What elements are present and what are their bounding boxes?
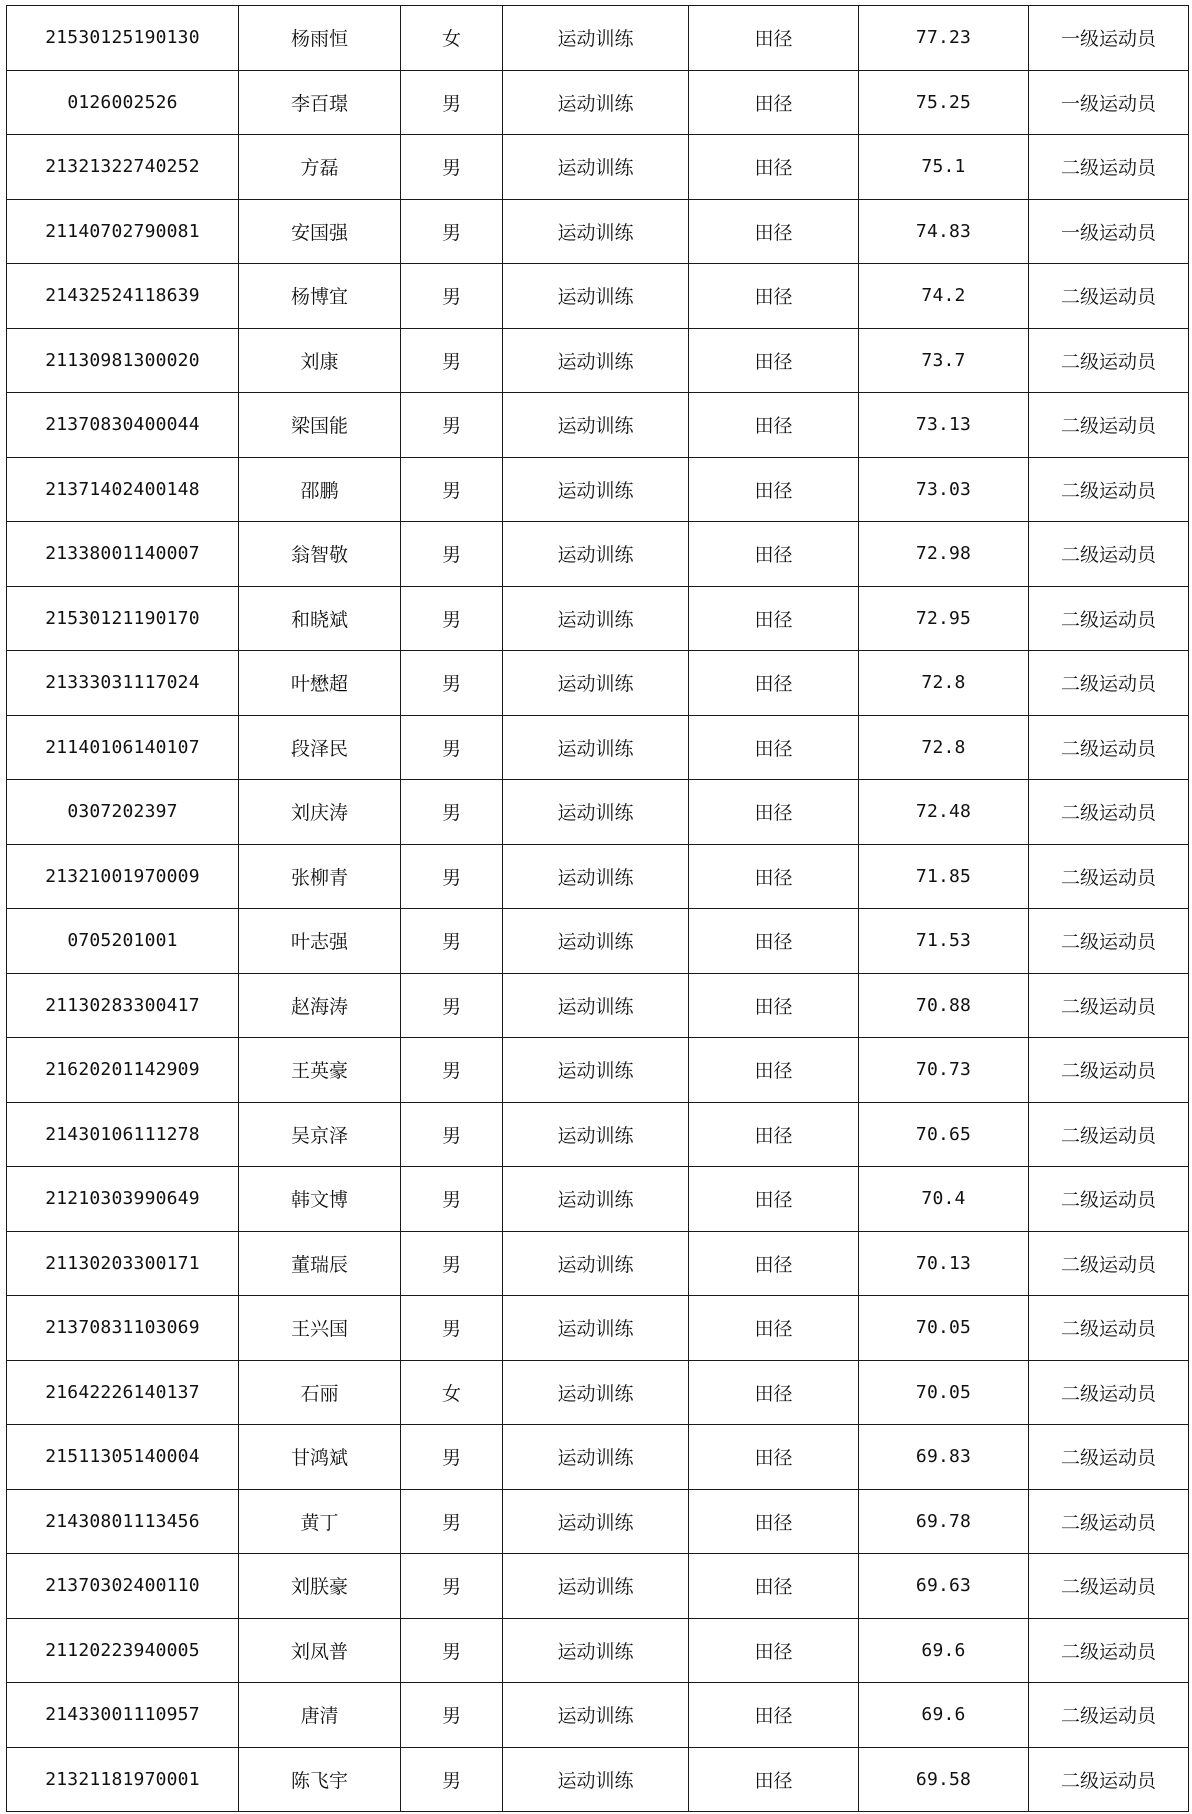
gender-cell: 男 (401, 522, 503, 587)
table-row (7, 457, 1189, 522)
athlete-level-cell: 二级运动员 (1029, 1618, 1189, 1683)
event-cell: 田径 (689, 715, 859, 780)
name-cell: 董瑞辰 (239, 1231, 401, 1296)
gender-cell: 男 (401, 844, 503, 909)
candidate-id-cell: 21140106140107 (7, 715, 239, 780)
gender-cell: 男 (401, 909, 503, 974)
major-cell: 运动训练 (503, 1167, 689, 1232)
table-row (7, 1683, 1189, 1748)
major-cell: 运动训练 (503, 973, 689, 1038)
major-cell: 运动训练 (503, 651, 689, 716)
major-cell: 运动训练 (503, 1296, 689, 1361)
major-cell: 运动训练 (503, 1747, 689, 1812)
major-cell: 运动训练 (503, 1618, 689, 1683)
major-cell: 运动训练 (503, 457, 689, 522)
event-cell: 田径 (689, 1618, 859, 1683)
name-cell: 韩文博 (239, 1167, 401, 1232)
gender-cell: 男 (401, 1489, 503, 1554)
event-cell: 田径 (689, 1425, 859, 1490)
candidate-id-cell: 21370831103069 (7, 1296, 239, 1361)
candidate-id-cell: 21120223940005 (7, 1618, 239, 1683)
table-row (7, 1618, 1189, 1683)
table-row (7, 1747, 1189, 1812)
candidate-id-cell: 0307202397 (7, 780, 239, 845)
table-row (7, 6, 1189, 71)
candidate-id-cell: 21321181970001 (7, 1747, 239, 1812)
score-cell: 70.13 (859, 1231, 1029, 1296)
candidate-id-cell: 21130283300417 (7, 973, 239, 1038)
candidate-id-cell: 21433001110957 (7, 1683, 239, 1748)
score-cell: 69.58 (859, 1747, 1029, 1812)
major-cell: 运动训练 (503, 70, 689, 135)
candidate-id-cell: 21370830400044 (7, 393, 239, 458)
athlete-level-cell: 二级运动员 (1029, 1102, 1189, 1167)
candidate-id-cell: 21371402400148 (7, 457, 239, 522)
score-cell: 70.73 (859, 1038, 1029, 1103)
athlete-level-cell: 二级运动员 (1029, 1425, 1189, 1490)
athlete-level-cell: 二级运动员 (1029, 1683, 1189, 1748)
score-cell: 72.95 (859, 586, 1029, 651)
athlete-level-cell: 二级运动员 (1029, 264, 1189, 329)
athlete-level-cell: 二级运动员 (1029, 1489, 1189, 1554)
candidate-id-cell: 21530125190130 (7, 6, 239, 71)
gender-cell: 男 (401, 1747, 503, 1812)
athlete-level-cell: 二级运动员 (1029, 651, 1189, 716)
event-cell: 田径 (689, 457, 859, 522)
candidate-id-cell: 21511305140004 (7, 1425, 239, 1490)
major-cell: 运动训练 (503, 1425, 689, 1490)
name-cell: 甘鸿斌 (239, 1425, 401, 1490)
score-cell: 73.7 (859, 328, 1029, 393)
candidate-id-cell: 21642226140137 (7, 1360, 239, 1425)
gender-cell: 男 (401, 1618, 503, 1683)
major-cell: 运动训练 (503, 586, 689, 651)
admission-results-table (6, 5, 1189, 1812)
gender-cell: 女 (401, 1360, 503, 1425)
event-cell: 田径 (689, 586, 859, 651)
candidate-id-cell: 21333031117024 (7, 651, 239, 716)
major-cell: 运动训练 (503, 264, 689, 329)
gender-cell: 男 (401, 1296, 503, 1361)
candidate-id-cell: 21130981300020 (7, 328, 239, 393)
athlete-level-cell: 二级运动员 (1029, 135, 1189, 200)
event-cell: 田径 (689, 1231, 859, 1296)
major-cell: 运动训练 (503, 715, 689, 780)
gender-cell: 男 (401, 393, 503, 458)
table-row (7, 586, 1189, 651)
gender-cell: 男 (401, 1038, 503, 1103)
table-row (7, 135, 1189, 200)
gender-cell: 男 (401, 264, 503, 329)
gender-cell: 男 (401, 457, 503, 522)
name-cell: 刘朕豪 (239, 1554, 401, 1619)
table-row (7, 1360, 1189, 1425)
score-cell: 70.05 (859, 1360, 1029, 1425)
major-cell: 运动训练 (503, 1683, 689, 1748)
table-row (7, 199, 1189, 264)
gender-cell: 男 (401, 328, 503, 393)
event-cell: 田径 (689, 1102, 859, 1167)
candidate-id-cell: 21130203300171 (7, 1231, 239, 1296)
athlete-level-cell: 二级运动员 (1029, 1554, 1189, 1619)
name-cell: 王英豪 (239, 1038, 401, 1103)
score-cell: 74.83 (859, 199, 1029, 264)
athlete-level-cell: 二级运动员 (1029, 586, 1189, 651)
candidate-id-cell: 21210303990649 (7, 1167, 239, 1232)
athlete-level-cell: 二级运动员 (1029, 393, 1189, 458)
name-cell: 杨博宜 (239, 264, 401, 329)
candidate-id-cell: 21530121190170 (7, 586, 239, 651)
gender-cell: 男 (401, 135, 503, 200)
gender-cell: 男 (401, 1554, 503, 1619)
score-cell: 75.25 (859, 70, 1029, 135)
major-cell: 运动训练 (503, 393, 689, 458)
athlete-level-cell: 二级运动员 (1029, 522, 1189, 587)
table-row (7, 70, 1189, 135)
event-cell: 田径 (689, 844, 859, 909)
name-cell: 刘庆涛 (239, 780, 401, 845)
candidate-id-cell: 21432524118639 (7, 264, 239, 329)
score-cell: 69.83 (859, 1425, 1029, 1490)
major-cell: 运动训练 (503, 522, 689, 587)
athlete-level-cell: 二级运动员 (1029, 844, 1189, 909)
gender-cell: 男 (401, 651, 503, 716)
event-cell: 田径 (689, 1038, 859, 1103)
table-row (7, 1167, 1189, 1232)
name-cell: 刘康 (239, 328, 401, 393)
name-cell: 黄丁 (239, 1489, 401, 1554)
event-cell: 田径 (689, 909, 859, 974)
candidate-id-cell: 21370302400110 (7, 1554, 239, 1619)
name-cell: 安国强 (239, 199, 401, 264)
event-cell: 田径 (689, 973, 859, 1038)
candidate-id-cell: 0705201001 (7, 909, 239, 974)
gender-cell: 女 (401, 6, 503, 71)
event-cell: 田径 (689, 328, 859, 393)
athlete-level-cell: 二级运动员 (1029, 1296, 1189, 1361)
name-cell: 梁国能 (239, 393, 401, 458)
event-cell: 田径 (689, 135, 859, 200)
major-cell: 运动训练 (503, 1489, 689, 1554)
athlete-level-cell: 二级运动员 (1029, 909, 1189, 974)
candidate-id-cell: 21321322740252 (7, 135, 239, 200)
athlete-level-cell: 二级运动员 (1029, 328, 1189, 393)
score-cell: 69.6 (859, 1618, 1029, 1683)
event-cell: 田径 (689, 1360, 859, 1425)
event-cell: 田径 (689, 1296, 859, 1361)
athlete-level-cell: 一级运动员 (1029, 199, 1189, 264)
name-cell: 唐清 (239, 1683, 401, 1748)
name-cell: 杨雨恒 (239, 6, 401, 71)
table-row (7, 651, 1189, 716)
athlete-level-cell: 二级运动员 (1029, 715, 1189, 780)
table-row (7, 328, 1189, 393)
major-cell: 运动训练 (503, 135, 689, 200)
gender-cell: 男 (401, 70, 503, 135)
candidate-id-cell: 21338001140007 (7, 522, 239, 587)
gender-cell: 男 (401, 1102, 503, 1167)
name-cell: 王兴国 (239, 1296, 401, 1361)
major-cell: 运动训练 (503, 1554, 689, 1619)
score-cell: 70.88 (859, 973, 1029, 1038)
event-cell: 田径 (689, 1747, 859, 1812)
name-cell: 李百璟 (239, 70, 401, 135)
event-cell: 田径 (689, 522, 859, 587)
table-row (7, 1554, 1189, 1619)
table-row (7, 522, 1189, 587)
gender-cell: 男 (401, 586, 503, 651)
table-row (7, 973, 1189, 1038)
table-row (7, 780, 1189, 845)
table-row (7, 715, 1189, 780)
candidate-id-cell: 21430106111278 (7, 1102, 239, 1167)
major-cell: 运动训练 (503, 844, 689, 909)
table-row (7, 844, 1189, 909)
event-cell: 田径 (689, 199, 859, 264)
results-sheet (6, 5, 1188, 1812)
name-cell: 张柳青 (239, 844, 401, 909)
gender-cell: 男 (401, 973, 503, 1038)
gender-cell: 男 (401, 1167, 503, 1232)
major-cell: 运动训练 (503, 1360, 689, 1425)
athlete-level-cell: 二级运动员 (1029, 1360, 1189, 1425)
gender-cell: 男 (401, 780, 503, 845)
gender-cell: 男 (401, 1425, 503, 1490)
event-cell: 田径 (689, 70, 859, 135)
score-cell: 71.85 (859, 844, 1029, 909)
table-row (7, 1425, 1189, 1490)
score-cell: 70.4 (859, 1167, 1029, 1232)
athlete-level-cell: 二级运动员 (1029, 457, 1189, 522)
major-cell: 运动训练 (503, 6, 689, 71)
score-cell: 72.8 (859, 651, 1029, 716)
table-row (7, 909, 1189, 974)
table-row (7, 1296, 1189, 1361)
athlete-level-cell: 二级运动员 (1029, 973, 1189, 1038)
major-cell: 运动训练 (503, 1231, 689, 1296)
athlete-level-cell: 一级运动员 (1029, 70, 1189, 135)
event-cell: 田径 (689, 393, 859, 458)
name-cell: 赵海涛 (239, 973, 401, 1038)
score-cell: 72.8 (859, 715, 1029, 780)
gender-cell: 男 (401, 1231, 503, 1296)
event-cell: 田径 (689, 780, 859, 845)
name-cell: 翁智敬 (239, 522, 401, 587)
score-cell: 69.78 (859, 1489, 1029, 1554)
candidate-id-cell: 21140702790081 (7, 199, 239, 264)
candidate-id-cell: 21430801113456 (7, 1489, 239, 1554)
name-cell: 叶志强 (239, 909, 401, 974)
candidate-id-cell: 21620201142909 (7, 1038, 239, 1103)
score-cell: 77.23 (859, 6, 1029, 71)
gender-cell: 男 (401, 199, 503, 264)
athlete-level-cell: 二级运动员 (1029, 1038, 1189, 1103)
athlete-level-cell: 二级运动员 (1029, 1747, 1189, 1812)
score-cell: 75.1 (859, 135, 1029, 200)
score-cell: 70.65 (859, 1102, 1029, 1167)
event-cell: 田径 (689, 651, 859, 716)
candidate-id-cell: 0126002526 (7, 70, 239, 135)
gender-cell: 男 (401, 715, 503, 780)
athlete-level-cell: 二级运动员 (1029, 1167, 1189, 1232)
score-cell: 71.53 (859, 909, 1029, 974)
athlete-level-cell: 二级运动员 (1029, 780, 1189, 845)
major-cell: 运动训练 (503, 1038, 689, 1103)
name-cell: 吴京泽 (239, 1102, 401, 1167)
score-cell: 73.03 (859, 457, 1029, 522)
table-row (7, 1038, 1189, 1103)
major-cell: 运动训练 (503, 199, 689, 264)
score-cell: 70.05 (859, 1296, 1029, 1361)
event-cell: 田径 (689, 6, 859, 71)
name-cell: 陈飞宇 (239, 1747, 401, 1812)
event-cell: 田径 (689, 264, 859, 329)
table-row (7, 1489, 1189, 1554)
name-cell: 叶懋超 (239, 651, 401, 716)
athlete-level-cell: 二级运动员 (1029, 1231, 1189, 1296)
name-cell: 邵鹏 (239, 457, 401, 522)
major-cell: 运动训练 (503, 909, 689, 974)
table-body (7, 6, 1189, 1812)
major-cell: 运动训练 (503, 328, 689, 393)
table-row (7, 393, 1189, 458)
event-cell: 田径 (689, 1489, 859, 1554)
score-cell: 72.98 (859, 522, 1029, 587)
table-row (7, 264, 1189, 329)
table-row (7, 1102, 1189, 1167)
name-cell: 段泽民 (239, 715, 401, 780)
major-cell: 运动训练 (503, 780, 689, 845)
score-cell: 69.63 (859, 1554, 1029, 1619)
candidate-id-cell: 21321001970009 (7, 844, 239, 909)
name-cell: 方磊 (239, 135, 401, 200)
gender-cell: 男 (401, 1683, 503, 1748)
name-cell: 石丽 (239, 1360, 401, 1425)
name-cell: 和晓斌 (239, 586, 401, 651)
athlete-level-cell: 一级运动员 (1029, 6, 1189, 71)
event-cell: 田径 (689, 1683, 859, 1748)
score-cell: 74.2 (859, 264, 1029, 329)
name-cell: 刘凤普 (239, 1618, 401, 1683)
table-row (7, 1231, 1189, 1296)
score-cell: 73.13 (859, 393, 1029, 458)
score-cell: 72.48 (859, 780, 1029, 845)
score-cell: 69.6 (859, 1683, 1029, 1748)
event-cell: 田径 (689, 1554, 859, 1619)
major-cell: 运动训练 (503, 1102, 689, 1167)
event-cell: 田径 (689, 1167, 859, 1232)
